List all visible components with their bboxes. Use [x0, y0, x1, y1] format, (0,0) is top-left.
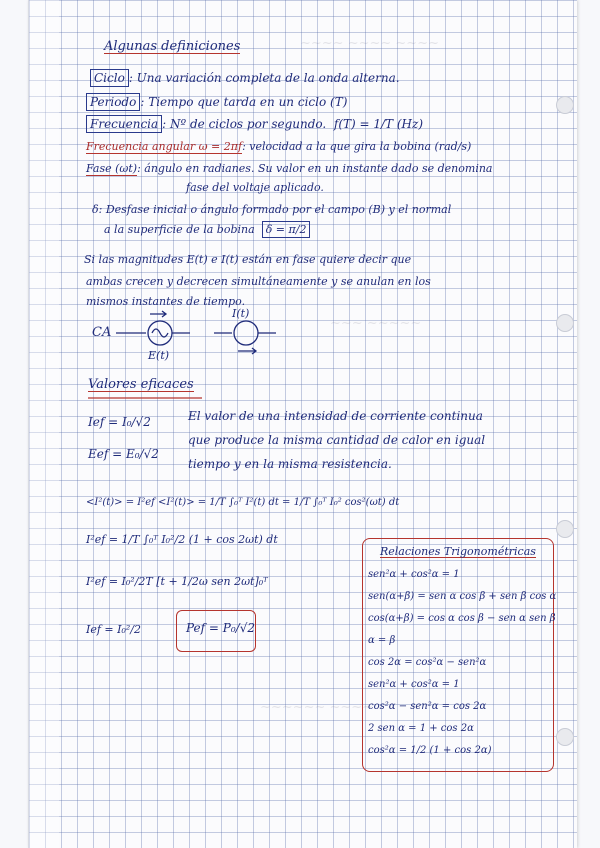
page-title: Algunas definiciones	[104, 39, 241, 54]
trig-row: cos²α − sen²α = cos 2α	[368, 701, 487, 712]
binder-hole	[556, 520, 574, 538]
definition-term: Frecuencia angular ω = 2πf	[86, 140, 243, 153]
paragraph-line: mismos instantes de tiempo.	[86, 295, 246, 308]
definition-formula: f(T) = 1/T (Hz)	[333, 117, 424, 131]
trig-row: sen(α+β) = sen α cos β + sen β cos α	[368, 591, 557, 602]
definition-row: Periodo : Tiempo que tarda en un ciclo (T)	[86, 96, 347, 108]
ef-text-line: El valor de una intensidad de corriente continua	[188, 409, 483, 423]
trig-row: α = β	[368, 635, 396, 646]
ef-text-line: tiempo y en la misma resistencia.	[188, 457, 392, 471]
definition-row: δ: Desfase inicial o ángulo formado por el campo (B) y el normal	[92, 203, 452, 216]
ef-formula: Ief = I₀/√2	[88, 415, 151, 429]
definition-text-cont: fase del voltaje aplicado.	[186, 181, 324, 194]
definition-text: Nº de ciclos por segundo.	[170, 117, 327, 131]
definition-row	[104, 224, 310, 235]
trig-row: sen²α + cos²α = 1	[368, 569, 460, 580]
definition-text: Una variación completa de la onda alterna.	[136, 71, 400, 85]
circuit-label-it: I(t)	[232, 307, 250, 320]
definition-text: ángulo en radianes. Su valor en un instante dado se denomina	[144, 162, 493, 175]
circuit-label-ca: CA	[92, 325, 112, 340]
trig-row: sen²α + cos²α = 1	[368, 679, 460, 690]
trig-row: cos²α = 1/2 (1 + cos 2α)	[368, 745, 492, 756]
definition-row: Frecuencia angular ω = 2πf: velocidad a la que gira la bobina (rad/s)	[86, 140, 472, 153]
derivation-line: Ief = I₀²/2	[86, 623, 142, 636]
trig-row: cos 2α = cos²α − sen²α	[368, 657, 487, 668]
trig-row: cos(α+β) = cos α cos β − sen α sen β	[368, 613, 556, 624]
binder-hole	[556, 96, 574, 114]
binder-hole	[556, 728, 574, 746]
circuit-label-et: E(t)	[148, 349, 170, 362]
pef-formula: Pef = P₀/√2	[186, 621, 255, 635]
derivation-line: I²ef = 1/T ∫₀ᵀ I₀²/2 (1 + cos 2ωt) dt	[86, 533, 278, 546]
definition-term: Ciclo	[90, 69, 129, 87]
definition-row: Frecuencia : Nº de ciclos por segundo. f(T) = 1/T (Hz)	[86, 118, 423, 130]
definition-term: Fase (ωt)	[86, 162, 138, 175]
bleed-through: ~~~~ ~~~~ ~~~~	[300, 36, 439, 51]
binder-hole	[556, 314, 574, 332]
derivation-line: I²ef = I₀²/2T [t + 1/2ω sen 2ωt]₀ᵀ	[86, 575, 268, 588]
bleed-through: ~~~ ~~~~~	[330, 316, 422, 331]
trig-row: 2 sen α = 1 + cos 2α	[368, 723, 474, 734]
definition-formula: δ = π/2	[262, 221, 311, 238]
page-margin	[29, 0, 59, 848]
definition-row: Fase (ωt): ángulo en radianes. Su valor en un instante dado se denomina	[86, 162, 493, 175]
trig-title: Relaciones Trigonométricas	[380, 545, 536, 558]
definition-term: δ	[92, 203, 99, 216]
definition-text: Tiempo que tarda en un ciclo (T)	[148, 95, 348, 109]
derivation-line: <I²(t)> = I²ef <I²(t)> = 1/T ∫₀ᵀ I²(t) dt = 1/T ∫₀ᵀ I₀² cos²(ωt) dt	[86, 497, 400, 508]
definition-row: Ciclo : Una variación completa de la onda alterna.	[90, 72, 400, 84]
ef-formula: Eef = E₀/√2	[88, 447, 159, 461]
bleed-through: ~~~~~~ ~~~~	[260, 700, 374, 715]
definition-text-cont: a la superficie de la bobina	[104, 223, 255, 236]
paragraph-line: ambas crecen y decrecen simultáneamente y se anulan en los	[86, 275, 431, 288]
section-title: Valores eficaces	[88, 377, 194, 392]
definition-term: Frecuencia	[86, 115, 162, 133]
definition-term: Periodo	[86, 93, 140, 111]
ef-text-line: que produce la misma cantidad de calor en igual	[188, 433, 486, 447]
definition-text: velocidad a la que gira la bobina (rad/s)	[249, 140, 472, 153]
paragraph-line: Si las magnitudes E(t) e I(t) están en fase quiere decir que	[84, 253, 412, 266]
definition-text: Desfase inicial o ángulo formado por el campo (B) y el normal	[105, 203, 452, 216]
